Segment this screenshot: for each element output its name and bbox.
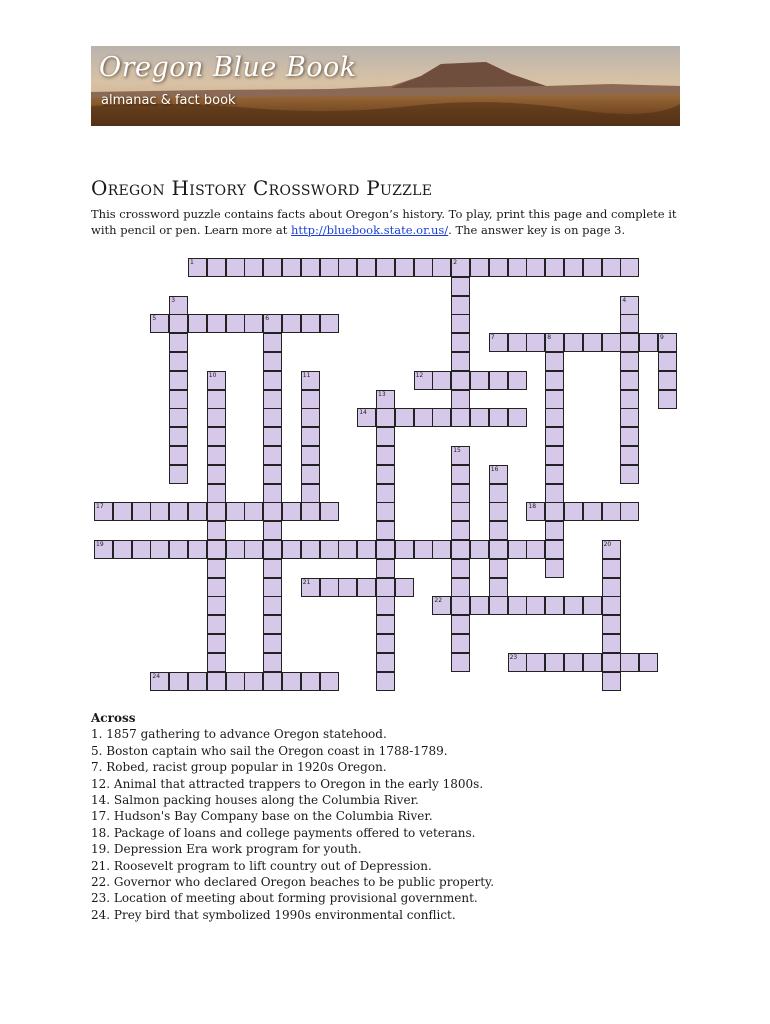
grid-cell[interactable] xyxy=(470,258,489,277)
clue-item: 18. Package of loans and college payments offered to veterans. xyxy=(91,825,476,840)
grid-cell[interactable] xyxy=(414,258,433,277)
clue-item: 14. Salmon packing houses along the Columbia River. xyxy=(91,793,419,808)
grid-cell[interactable] xyxy=(376,596,395,615)
across-clues xyxy=(91,710,494,923)
grid-cell[interactable] xyxy=(207,390,226,409)
grid-cell[interactable] xyxy=(169,672,188,691)
grid-cell[interactable] xyxy=(489,540,508,559)
grid-cell[interactable] xyxy=(526,540,545,559)
grid-cell[interactable] xyxy=(169,352,188,371)
grid-cell[interactable] xyxy=(620,371,639,390)
grid-cell[interactable] xyxy=(376,521,395,540)
grid-cell[interactable] xyxy=(545,427,564,446)
grid-cell[interactable] xyxy=(620,653,639,672)
grid-cell[interactable] xyxy=(451,540,470,559)
grid-cell[interactable] xyxy=(282,540,301,559)
clue-item: 7. Robed, racist group popular in 1920s Oregon. xyxy=(91,760,387,775)
clue-number-label: 7 xyxy=(490,334,495,342)
grid-cell[interactable] xyxy=(244,502,263,521)
grid-cell[interactable] xyxy=(226,540,245,559)
grid-cell[interactable] xyxy=(263,484,282,503)
grid-cell[interactable] xyxy=(376,559,395,578)
grid-cell[interactable] xyxy=(376,484,395,503)
grid-cell[interactable] xyxy=(395,540,414,559)
grid-cell[interactable] xyxy=(395,258,414,277)
grid-cell[interactable] xyxy=(564,333,583,352)
clue-number-label: 23 xyxy=(509,653,518,661)
grid-cell[interactable] xyxy=(432,371,451,390)
bluebook-link[interactable]: http://bluebook.state.or.us/ xyxy=(290,223,449,237)
grid-cell[interactable] xyxy=(489,484,508,503)
grid-cell[interactable] xyxy=(207,502,226,521)
grid-cell[interactable] xyxy=(207,408,226,427)
grid-cell[interactable] xyxy=(263,634,282,653)
grid-cell[interactable] xyxy=(545,521,564,540)
grid-cell[interactable] xyxy=(244,672,263,691)
grid-cell[interactable] xyxy=(451,465,470,484)
grid-cell[interactable] xyxy=(263,390,282,409)
banner-title: Oregon Blue Book xyxy=(99,52,357,83)
grid-cell[interactable] xyxy=(602,502,621,521)
grid-cell[interactable] xyxy=(301,484,320,503)
grid-cell[interactable] xyxy=(188,540,207,559)
clue-item: 24. Prey bird that symbolized 1990s environmental conflict. xyxy=(91,907,456,922)
grid-cell[interactable] xyxy=(545,258,564,277)
grid-cell[interactable] xyxy=(602,653,621,672)
grid-cell[interactable] xyxy=(263,540,282,559)
grid-cell[interactable] xyxy=(564,258,583,277)
grid-cell[interactable] xyxy=(207,427,226,446)
grid-cell[interactable] xyxy=(526,258,545,277)
grid-cell[interactable] xyxy=(451,484,470,503)
grid-cell[interactable] xyxy=(658,352,677,371)
grid-cell[interactable] xyxy=(376,578,395,597)
grid-cell[interactable] xyxy=(620,258,639,277)
grid-cell[interactable] xyxy=(169,371,188,390)
grid-cell[interactable] xyxy=(301,258,320,277)
grid-cell[interactable] xyxy=(564,596,583,615)
across-heading: Across xyxy=(91,711,136,725)
grid-cell[interactable] xyxy=(207,672,226,691)
grid-cell[interactable] xyxy=(602,596,621,615)
grid-cell[interactable] xyxy=(338,540,357,559)
grid-cell[interactable] xyxy=(226,672,245,691)
clue-number-label: 5 xyxy=(152,315,157,323)
grid-cell[interactable] xyxy=(583,258,602,277)
grid-cell[interactable] xyxy=(508,408,527,427)
grid-cell[interactable] xyxy=(395,408,414,427)
grid-cell[interactable] xyxy=(620,333,639,352)
grid-cell[interactable] xyxy=(113,540,132,559)
grid-cell[interactable] xyxy=(376,615,395,634)
grid-cell[interactable] xyxy=(508,540,527,559)
banner-subtitle: almanac & fact book xyxy=(101,93,236,108)
grid-cell[interactable] xyxy=(545,390,564,409)
grid-cell[interactable] xyxy=(376,653,395,672)
grid-cell[interactable] xyxy=(150,502,169,521)
grid-cell[interactable] xyxy=(169,502,188,521)
grid-cell[interactable] xyxy=(545,371,564,390)
clue-item: 23. Location of meeting about forming provisional government. xyxy=(91,891,478,906)
grid-cell[interactable] xyxy=(226,314,245,333)
grid-cell[interactable] xyxy=(414,540,433,559)
grid-cell[interactable] xyxy=(451,615,470,634)
grid-cell[interactable] xyxy=(432,258,451,277)
grid-cell[interactable] xyxy=(489,502,508,521)
grid-cell[interactable] xyxy=(620,446,639,465)
grid-cell[interactable] xyxy=(263,596,282,615)
grid-cell[interactable] xyxy=(489,258,508,277)
grid-cell[interactable] xyxy=(620,465,639,484)
grid-cell[interactable] xyxy=(338,578,357,597)
grid-cell[interactable] xyxy=(602,672,621,691)
clue-item: 22. Governor who declared Oregon beaches to be public property. xyxy=(91,875,495,890)
grid-cell[interactable] xyxy=(376,502,395,521)
grid-cell[interactable] xyxy=(150,540,169,559)
grid-cell[interactable] xyxy=(338,258,357,277)
grid-cell[interactable] xyxy=(545,502,564,521)
grid-cell[interactable] xyxy=(301,540,320,559)
grid-cell[interactable] xyxy=(508,258,527,277)
grid-cell[interactable] xyxy=(169,540,188,559)
grid-cell[interactable] xyxy=(432,408,451,427)
grid-cell[interactable] xyxy=(207,578,226,597)
grid-cell[interactable] xyxy=(207,258,226,277)
grid-cell[interactable] xyxy=(282,258,301,277)
grid-cell[interactable] xyxy=(263,371,282,390)
clue-item: 1. 1857 gathering to advance Oregon statehood. xyxy=(91,727,387,742)
grid-cell[interactable] xyxy=(489,596,508,615)
grid-cell[interactable] xyxy=(301,446,320,465)
grid-cell[interactable] xyxy=(376,258,395,277)
clue-number-label: 9 xyxy=(660,334,664,342)
grid-cell[interactable] xyxy=(564,502,583,521)
grid-cell[interactable] xyxy=(658,390,677,409)
intro-text-end: . The answer key is on page 3. xyxy=(448,223,626,237)
grid-cell[interactable] xyxy=(620,502,639,521)
grid-cell[interactable] xyxy=(263,465,282,484)
grid-cell[interactable] xyxy=(451,559,470,578)
grid-cell[interactable] xyxy=(188,502,207,521)
grid-cell[interactable] xyxy=(620,408,639,427)
grid-cell[interactable] xyxy=(282,672,301,691)
grid-cell[interactable] xyxy=(207,521,226,540)
grid-cell[interactable] xyxy=(301,314,320,333)
grid-cell[interactable] xyxy=(620,314,639,333)
grid-cell[interactable] xyxy=(207,634,226,653)
clue-number-label: 3 xyxy=(171,296,176,304)
grid-cell[interactable] xyxy=(207,314,226,333)
grid-cell[interactable] xyxy=(282,502,301,521)
grid-cell[interactable] xyxy=(263,502,282,521)
grid-cell[interactable] xyxy=(376,446,395,465)
grid-cell[interactable] xyxy=(169,465,188,484)
clue-number-label: 16 xyxy=(490,465,499,473)
intro-text: This crossword puzzle contains facts about Oregon’s history. To play, print this page and complete it with pencil or pen. Learn more at xyxy=(91,207,677,237)
clue-number-label: 14 xyxy=(359,409,367,417)
grid-cell[interactable] xyxy=(376,465,395,484)
grid-cell[interactable] xyxy=(526,596,545,615)
clue-number-label: 6 xyxy=(265,315,270,323)
grid-cell[interactable] xyxy=(451,408,470,427)
grid-cell[interactable] xyxy=(414,408,433,427)
grid-cell[interactable] xyxy=(263,408,282,427)
clue-item: 5. Boston captain who sail the Oregon coast in 1788-1789. xyxy=(91,743,448,758)
grid-cell[interactable] xyxy=(169,427,188,446)
grid-cell[interactable] xyxy=(188,314,207,333)
grid-cell[interactable] xyxy=(320,314,339,333)
grid-cell[interactable] xyxy=(545,465,564,484)
grid-cell[interactable] xyxy=(451,596,470,615)
clue-number-label: 1 xyxy=(190,259,194,266)
grid-cell[interactable] xyxy=(376,540,395,559)
grid-cell[interactable] xyxy=(602,258,621,277)
clue-number-label: 21 xyxy=(302,578,311,586)
grid-cell[interactable] xyxy=(545,484,564,503)
clue-number-label: 18 xyxy=(528,503,537,511)
grid-cell[interactable] xyxy=(602,615,621,634)
grid-cell[interactable] xyxy=(489,521,508,540)
grid-cell[interactable] xyxy=(320,578,339,597)
clue-item: 19. Depression Era work program for youth. xyxy=(91,842,362,857)
grid-cell[interactable] xyxy=(207,653,226,672)
grid-cell[interactable] xyxy=(263,258,282,277)
grid-cell[interactable] xyxy=(207,615,226,634)
clue-item: 12. Animal that attracted trappers to Oregon in the early 1800s. xyxy=(91,776,484,791)
grid-cell[interactable] xyxy=(301,502,320,521)
grid-cell[interactable] xyxy=(263,427,282,446)
grid-cell[interactable] xyxy=(263,521,282,540)
grid-cell[interactable] xyxy=(263,578,282,597)
grid-cell[interactable] xyxy=(376,427,395,446)
grid-cell[interactable] xyxy=(602,559,621,578)
grid-cell[interactable] xyxy=(301,672,320,691)
grid-cell[interactable] xyxy=(451,314,470,333)
grid-cell[interactable] xyxy=(639,653,658,672)
grid-cell[interactable] xyxy=(320,540,339,559)
grid-cell[interactable] xyxy=(357,258,376,277)
grid-cell[interactable] xyxy=(545,653,564,672)
grid-cell[interactable] xyxy=(320,502,339,521)
grid-cell[interactable] xyxy=(169,314,188,333)
grid-cell[interactable] xyxy=(451,653,470,672)
grid-cell[interactable] xyxy=(169,333,188,352)
grid-cell[interactable] xyxy=(508,371,527,390)
clue-number-label: 8 xyxy=(547,334,552,342)
grid-cell[interactable] xyxy=(470,408,489,427)
grid-cell[interactable] xyxy=(451,352,470,371)
grid-cell[interactable] xyxy=(489,408,508,427)
grid-cell[interactable] xyxy=(263,653,282,672)
grid-cell[interactable] xyxy=(451,371,470,390)
grid-cell[interactable] xyxy=(376,672,395,691)
grid-cell[interactable] xyxy=(301,427,320,446)
grid-cell[interactable] xyxy=(583,502,602,521)
clue-number-label: 2 xyxy=(453,259,458,266)
grid-cell[interactable] xyxy=(602,578,621,597)
grid-cell[interactable] xyxy=(658,371,677,390)
grid-cell[interactable] xyxy=(376,408,395,427)
grid-cell[interactable] xyxy=(169,390,188,409)
grid-cell[interactable] xyxy=(470,540,489,559)
grid-cell[interactable] xyxy=(545,596,564,615)
grid-cell[interactable] xyxy=(169,408,188,427)
grid-cell[interactable] xyxy=(263,333,282,352)
grid-cell[interactable] xyxy=(545,540,564,559)
grid-cell[interactable] xyxy=(526,653,545,672)
grid-cell[interactable] xyxy=(489,578,508,597)
grid-cell[interactable] xyxy=(564,653,583,672)
clue-item: 17. Hudson's Bay Company base on the Columbia River. xyxy=(91,809,433,824)
grid-cell[interactable] xyxy=(207,484,226,503)
grid-cell[interactable] xyxy=(263,672,282,691)
grid-cell[interactable] xyxy=(226,258,245,277)
grid-cell[interactable] xyxy=(207,540,226,559)
intro-paragraph xyxy=(91,206,681,238)
grid-cell[interactable] xyxy=(545,352,564,371)
clue-number-label: 11 xyxy=(302,371,311,379)
grid-cell[interactable] xyxy=(357,540,376,559)
grid-cell[interactable] xyxy=(508,596,527,615)
clue-number-label: 15 xyxy=(453,447,461,454)
clue-number-label: 10 xyxy=(208,371,217,379)
grid-cell[interactable] xyxy=(583,596,602,615)
grid-cell[interactable] xyxy=(207,596,226,615)
grid-cell[interactable] xyxy=(583,653,602,672)
grid-cell[interactable] xyxy=(320,672,339,691)
grid-cell[interactable] xyxy=(545,446,564,465)
grid-cell[interactable] xyxy=(244,314,263,333)
grid-cell[interactable] xyxy=(451,390,470,409)
grid-cell[interactable] xyxy=(545,559,564,578)
grid-cell[interactable] xyxy=(508,333,527,352)
grid-cell[interactable] xyxy=(263,446,282,465)
grid-cell[interactable] xyxy=(301,465,320,484)
grid-cell[interactable] xyxy=(451,521,470,540)
grid-cell[interactable] xyxy=(639,333,658,352)
grid-cell[interactable] xyxy=(263,559,282,578)
clue-number-label: 20 xyxy=(603,541,612,548)
grid-cell[interactable] xyxy=(470,596,489,615)
clue-number-label: 19 xyxy=(96,541,104,548)
grid-cell[interactable] xyxy=(132,540,151,559)
grid-cell[interactable] xyxy=(207,559,226,578)
grid-cell[interactable] xyxy=(451,502,470,521)
grid-cell[interactable] xyxy=(526,333,545,352)
grid-cell[interactable] xyxy=(301,408,320,427)
grid-cell[interactable] xyxy=(207,446,226,465)
grid-cell[interactable] xyxy=(263,615,282,634)
clue-item: 21. Roosevelt program to lift country out of Depression. xyxy=(91,858,432,873)
grid-cell[interactable] xyxy=(301,390,320,409)
page-title: Oregon History Crossword Puzzle xyxy=(91,176,433,200)
grid-cell[interactable] xyxy=(602,634,621,653)
clue-number-label: 24 xyxy=(152,672,161,680)
clue-number-label: 4 xyxy=(622,296,627,304)
grid-cell[interactable] xyxy=(602,333,621,352)
grid-cell[interactable] xyxy=(132,502,151,521)
grid-cell[interactable] xyxy=(620,390,639,409)
grid-cell[interactable] xyxy=(451,333,470,352)
grid-cell[interactable] xyxy=(226,502,245,521)
clue-number-label: 22 xyxy=(434,597,443,605)
grid-cell[interactable] xyxy=(470,371,489,390)
grid-cell[interactable] xyxy=(451,296,470,315)
grid-cell[interactable] xyxy=(395,578,414,597)
grid-cell[interactable] xyxy=(489,371,508,390)
grid-cell[interactable] xyxy=(282,314,301,333)
grid-cell[interactable] xyxy=(451,634,470,653)
grid-cell[interactable] xyxy=(620,427,639,446)
grid-cell[interactable] xyxy=(357,578,376,597)
grid-cell[interactable] xyxy=(320,258,339,277)
grid-cell[interactable] xyxy=(583,333,602,352)
grid-cell[interactable] xyxy=(545,408,564,427)
clue-number-label: 17 xyxy=(96,503,104,511)
grid-cell[interactable] xyxy=(244,540,263,559)
grid-cell[interactable] xyxy=(376,634,395,653)
grid-cell[interactable] xyxy=(207,465,226,484)
grid-cell[interactable] xyxy=(188,672,207,691)
grid-cell[interactable] xyxy=(244,258,263,277)
grid-cell[interactable] xyxy=(451,578,470,597)
grid-cell[interactable] xyxy=(451,277,470,296)
grid-cell[interactable] xyxy=(620,352,639,371)
grid-cell[interactable] xyxy=(263,352,282,371)
grid-cell[interactable] xyxy=(113,502,132,521)
clue-number-label: 12 xyxy=(415,371,424,379)
banner xyxy=(91,46,680,126)
grid-cell[interactable] xyxy=(489,559,508,578)
grid-cell[interactable] xyxy=(432,540,451,559)
grid-cell[interactable] xyxy=(169,446,188,465)
clue-number-label: 13 xyxy=(378,390,386,398)
